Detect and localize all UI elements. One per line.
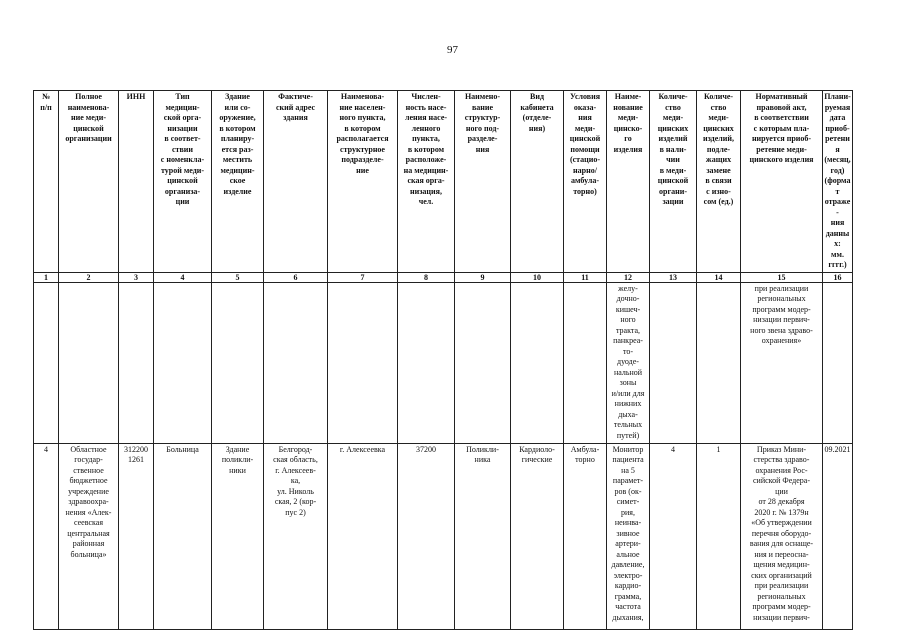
cell-empty (212, 282, 264, 443)
cell-legal-act-continued: при реализации региональных программ модер- низации первич- ного звена здраво- охранения» (741, 282, 823, 443)
header-cell: Наимено- вание структур- ного под- разделе- ния (455, 91, 511, 273)
cell-org-type: Больница (154, 443, 212, 629)
table-header-row (34, 91, 853, 273)
cell-empty (511, 282, 564, 443)
cell-empty (398, 282, 455, 443)
column-number: 8 (398, 272, 455, 282)
header-cell: Тип медицин- ской орга- низации в соответ- ствии с номенкла- турой меди- цинской организа- ции (154, 91, 212, 273)
cell-device-continued: желу- дочно- кишеч- ного тракта, панкреа- то- дуоде- нальной зоны и/или для нижних дыха- тельных путей) (607, 282, 650, 443)
header-cell: № п/п (34, 91, 59, 273)
header-cell: Полное наименова- ние меди- цинской организации (59, 91, 119, 273)
header-cell: Наименова- ние населен- ного пункта, в котором располагается структурное подразделе- ние (328, 91, 398, 273)
column-number: 7 (328, 272, 398, 282)
page-number: 97 (447, 44, 458, 56)
cell-empty (154, 282, 212, 443)
column-number: 1 (34, 272, 59, 282)
header-cell: Количе- ство меди- цинских изделий, подле- жащих замене в связи с изно- сом (ед.) (697, 91, 741, 273)
cell-subdivision: Поликли- ника (455, 443, 511, 629)
table-row-continuation (34, 282, 853, 443)
column-number: 2 (59, 272, 119, 282)
header-cell: Количе- ство меди- цинских изделий в нали- чии в меди- цинской органи- зации (650, 91, 697, 273)
column-number: 10 (511, 272, 564, 282)
cell-row-number: 4 (34, 443, 59, 629)
cell-empty (455, 282, 511, 443)
cell-device: Монитор пациента на 5 парамет- ров (ок- симет- рия, неинва- зивное артери- альное давление, электро- кардио- грамма, частота дыхания, (607, 443, 650, 629)
cell-qty-replace: 1 (697, 443, 741, 629)
cell-building: Здание поликли- ники (212, 443, 264, 629)
header-cell: Здание или со- оружение, в котором планиру- ется раз- местить медицин- ское изделие (212, 91, 264, 273)
column-number: 6 (264, 272, 328, 282)
column-number: 15 (741, 272, 823, 282)
header-cell: Фактиче- ский адрес здания (264, 91, 328, 273)
cell-purchase-date: 09.2021 (823, 443, 853, 629)
header-cell: Наиме- нование меди- цинско- го изделия (607, 91, 650, 273)
cell-empty (119, 282, 154, 443)
column-number: 3 (119, 272, 154, 282)
header-cell: Вид кабинета (отделе- ния) (511, 91, 564, 273)
header-cell: ИНН (119, 91, 154, 273)
column-number: 9 (455, 272, 511, 282)
column-number: 4 (154, 272, 212, 282)
cell-empty (697, 282, 741, 443)
cell-room-type: Кардиоло- гические (511, 443, 564, 629)
cell-legal-act: Приказ Мини- стерства здраво- охранения Рос- сийской Федера- ции от 28 декабря 2020 г. № 1379н «Об утверждении перечня оборудо- вания для оснаще- ния и переосна- щения медицин- ских организаций при реализации региональных программ модер- низации первич- (741, 443, 823, 629)
cell-population: 37200 (398, 443, 455, 629)
header-cell: Плани- руемая дата приоб- ретения (месяц, год) (формат отраже- ния данных: мм. гггг.) (823, 91, 853, 273)
cell-empty (34, 282, 59, 443)
column-number: 11 (564, 272, 607, 282)
column-number: 13 (650, 272, 697, 282)
column-number: 12 (607, 272, 650, 282)
cell-settlement: г. Алексеевка (328, 443, 398, 629)
cell-empty (59, 282, 119, 443)
cell-empty (650, 282, 697, 443)
cell-empty (264, 282, 328, 443)
cell-address: Белгород- ская область, г. Алексеев- ка, ул. Николь ская, 2 (кор- пус 2) (264, 443, 328, 629)
header-cell: Числен- ность насе- ления насе- ленного пункта, в котором расположе- на медицин- ская орга- низация, чел. (398, 91, 455, 273)
cell-inn: 312200 1261 (119, 443, 154, 629)
column-number: 5 (212, 272, 264, 282)
column-number-row (34, 272, 853, 282)
cell-conditions: Амбула- торно (564, 443, 607, 629)
equipment-table (33, 90, 853, 630)
header-cell: Условия оказа- ния меди- цинской помощи (стацио- нарно/ амбула- торно) (564, 91, 607, 273)
column-number: 14 (697, 272, 741, 282)
cell-org-name: Областное государ- ственное бюджетное учреждение здравоохра- нения «Алек- сеевская центральная районная больница» (59, 443, 119, 629)
table-row-4 (34, 443, 853, 629)
cell-qty-available: 4 (650, 443, 697, 629)
cell-empty (328, 282, 398, 443)
cell-empty (823, 282, 853, 443)
header-cell: Нормативный правовой акт, в соответствии с которым пла- нируется приоб- ретение меди- цинского изделия (741, 91, 823, 273)
cell-empty (564, 282, 607, 443)
column-number: 16 (823, 272, 853, 282)
